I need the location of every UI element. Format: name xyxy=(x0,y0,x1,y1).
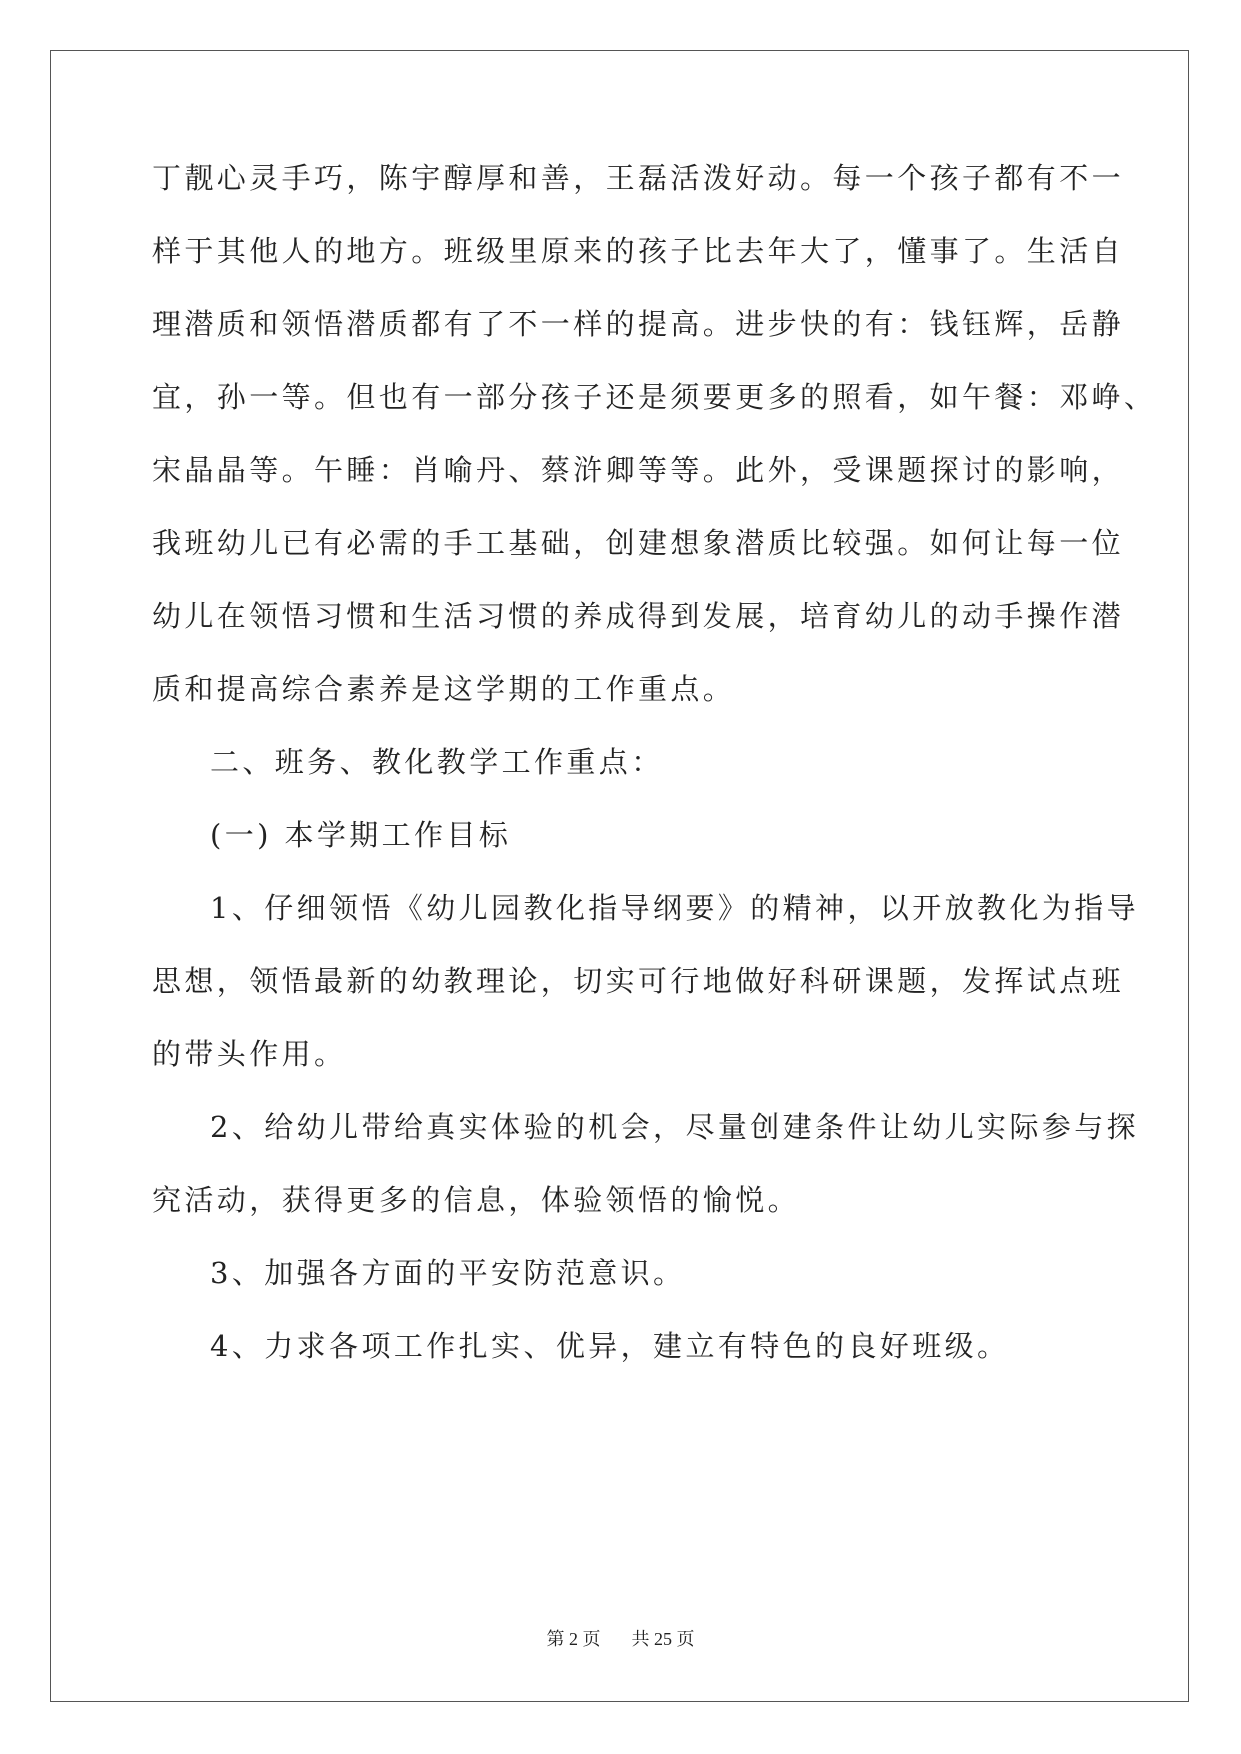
section-heading: 二、班务、教化教学工作重点： xyxy=(210,745,664,779)
body-line: 我班幼儿已有必需的手工基础，创建想象潜质比较强。如何让每一位 xyxy=(152,526,1125,560)
body-line: 的带头作用。 xyxy=(152,1037,347,1071)
body-line: 究活动，获得更多的信息，体验领悟的愉悦。 xyxy=(152,1183,801,1217)
body-line: 质和提高综合素养是这学期的工作重点。 xyxy=(152,672,736,706)
body-line: 理潜质和领悟潜质都有了不一样的提高。进步快的有：钱钰辉，岳静 xyxy=(152,307,1125,341)
page-border xyxy=(50,50,1189,1702)
body-line: 丁靓心灵手巧，陈宇醇厚和善，王磊活泼好动。每一个孩子都有不一 xyxy=(152,161,1125,195)
list-item: 1、仔细领悟《幼儿园教化指导纲要》的精神，以开放教化为指导 xyxy=(210,891,1140,925)
list-item: 2、给幼儿带给真实体验的机会，尽量创建条件让幼儿实际参与探 xyxy=(210,1110,1140,1144)
page-total: 共 25 页 xyxy=(631,1629,695,1649)
body-line: 思想，领悟最新的幼教理论，切实可行地做好科研课题，发挥试点班 xyxy=(152,964,1125,998)
body-line: 样于其他人的地方。班级里原来的孩子比去年大了，懂事了。生活自 xyxy=(152,234,1125,268)
list-item: 3、加强各方面的平安防范意识。 xyxy=(210,1256,686,1290)
body-line: 宋晶晶等。午睡：肖喻丹、蔡浒卿等等。此外，受课题探讨的影响， xyxy=(152,453,1125,487)
list-item: 4、力求各项工作扎实、优异，建立有特色的良好班级。 xyxy=(210,1329,1010,1363)
subsection-heading: (一) 本学期工作目标 xyxy=(210,818,512,852)
body-line: 幼儿在领悟习惯和生活习惯的养成得到发展，培育幼儿的动手操作潜 xyxy=(152,599,1125,633)
page-footer xyxy=(0,1627,1241,1651)
body-line: 宜，孙一等。但也有一部分孩子还是须要更多的照看，如午餐：邓峥、 xyxy=(152,380,1157,414)
page-number: 第 2 页 xyxy=(546,1629,601,1649)
